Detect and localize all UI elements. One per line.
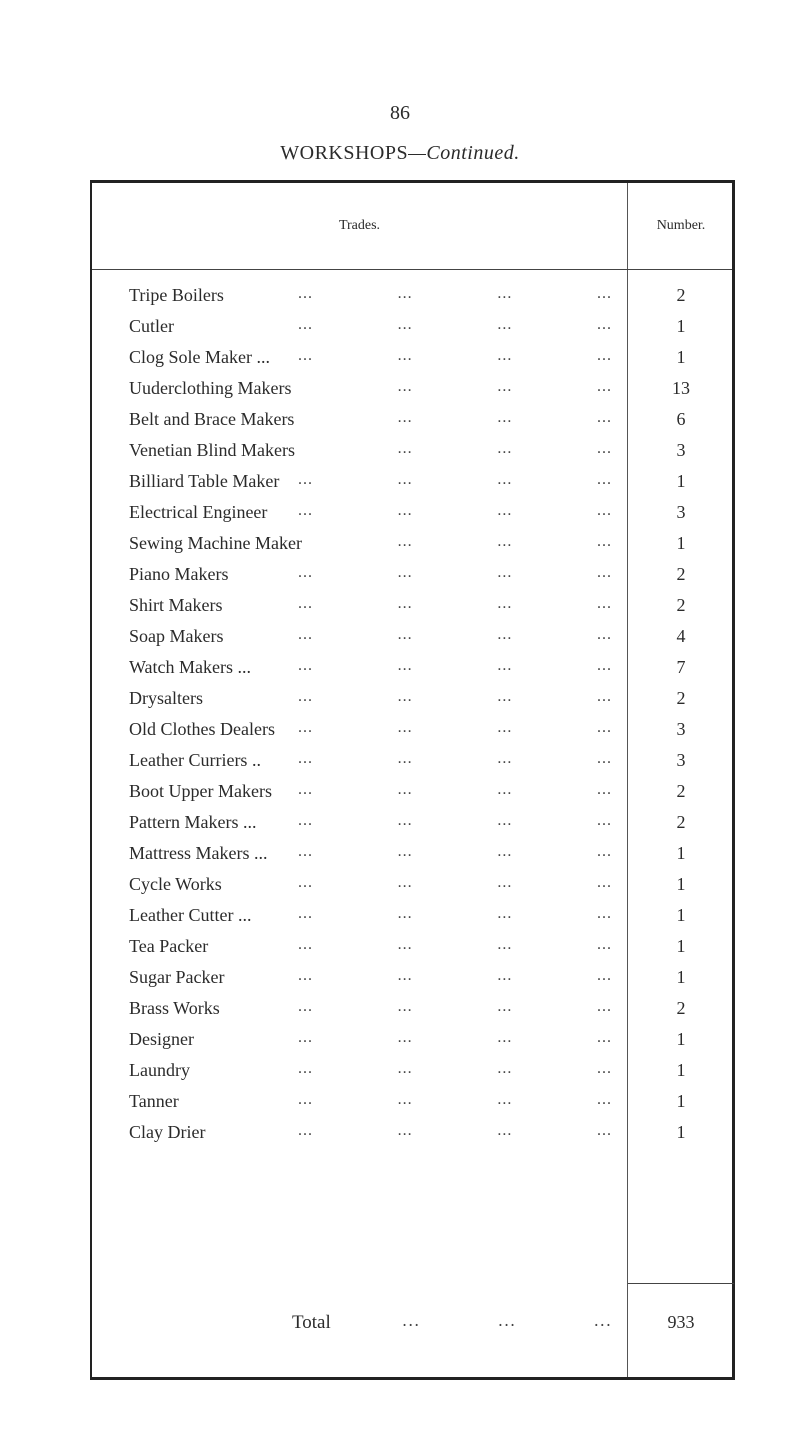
trade-number: 1	[676, 1122, 686, 1142]
leader-dots: ...	[397, 905, 413, 922]
leader-dots: ...	[497, 812, 513, 829]
trade-number: 2	[676, 781, 686, 801]
leader-dots: ...	[298, 347, 313, 364]
leader-dots: ...	[298, 502, 313, 519]
header-number: Number.	[656, 218, 706, 233]
leader-dots-group	[298, 714, 618, 745]
leader-dots: ...	[596, 1122, 612, 1139]
leader-dots: ...	[397, 843, 413, 860]
leader-dots-group	[298, 1117, 618, 1148]
trade-name: Billiard Table Maker	[129, 471, 280, 491]
trade-number: 1	[676, 843, 686, 863]
trade-number: 3	[676, 750, 686, 770]
table-row	[92, 1024, 732, 1055]
trade-name: Old Clothes Dealers	[129, 719, 275, 739]
leader-dots: ...	[596, 657, 612, 674]
leader-dots-group	[298, 745, 618, 776]
leader-dots-group	[298, 590, 618, 621]
table-body	[92, 280, 732, 1148]
table-row	[92, 838, 732, 869]
leader-dots: ...	[497, 564, 513, 581]
trade-number: 1	[676, 1060, 686, 1080]
trade-number: 1	[676, 967, 686, 987]
leader-dots: ...	[596, 347, 612, 364]
leader-dots: ...	[596, 1091, 612, 1108]
trade-name: Pattern Makers ...	[129, 812, 257, 832]
table-row	[92, 776, 732, 807]
leader-dots-group	[298, 1024, 618, 1055]
leader-dots: ...	[397, 440, 413, 457]
trade-number: 13	[672, 378, 690, 398]
leader-dots: ...	[298, 812, 313, 829]
trade-number: 2	[676, 998, 686, 1018]
leader-dots: ...	[397, 719, 413, 736]
trade-name: Leather Curriers ..	[129, 750, 261, 770]
trade-name: Electrical Engineer	[129, 502, 268, 522]
table-row	[92, 311, 732, 342]
table-row	[92, 559, 732, 590]
leader-dots: ...	[497, 595, 513, 612]
leader-dots: ...	[497, 1091, 513, 1108]
leader-dots: ...	[497, 998, 513, 1015]
trade-name: Sugar Packer	[129, 967, 225, 987]
leader-dots: ...	[497, 378, 513, 395]
leader-dots: ...	[298, 936, 313, 953]
leader-dots: ...	[596, 843, 612, 860]
leader-dots: ...	[298, 874, 313, 891]
total-leaders	[392, 1307, 618, 1338]
leader-dots: ...	[397, 564, 413, 581]
leader-dots: ...	[397, 533, 413, 550]
leader-dots: ...	[497, 967, 513, 984]
total-number: 933	[667, 1312, 695, 1332]
leader-dots: ...	[397, 595, 413, 612]
leader-dots: ...	[397, 347, 413, 364]
leader-dots: ...	[397, 967, 413, 984]
leader-dots: ...	[397, 874, 413, 891]
leader-dots: ...	[497, 502, 513, 519]
table-row	[92, 497, 732, 528]
leader-dots: ...	[596, 378, 612, 395]
leader-dots: ...	[298, 688, 313, 705]
trade-number: 3	[676, 440, 686, 460]
total-label: Total	[292, 1312, 331, 1333]
trade-name: Brass Works	[129, 998, 220, 1018]
leader-dots: ...	[397, 502, 413, 519]
trade-name: Drysalters	[129, 688, 203, 708]
header-trades: Trades.	[338, 218, 381, 233]
title-main: WORKSHOPS	[280, 142, 409, 164]
leader-dots-group	[298, 931, 618, 962]
leader-dots: ...	[497, 347, 513, 364]
trade-name: Uuderclothing Makers	[129, 378, 292, 398]
leader-dots: ...	[402, 1311, 421, 1330]
leader-dots-group	[298, 311, 618, 342]
leader-dots-group	[298, 621, 618, 652]
leader-dots: ...	[497, 936, 513, 953]
leader-dots-group	[298, 342, 618, 373]
leader-dots-group	[298, 1055, 618, 1086]
leader-dots: ...	[298, 626, 313, 643]
table-row	[92, 683, 732, 714]
leader-dots: ...	[397, 1060, 413, 1077]
leader-dots: ...	[497, 440, 513, 457]
title-continuation: —Continued.	[408, 142, 520, 164]
table-row	[92, 342, 732, 373]
leader-dots-group	[298, 993, 618, 1024]
table-row	[92, 1086, 732, 1117]
leader-dots: ...	[596, 1060, 612, 1077]
trade-name: Boot Upper Makers	[129, 781, 272, 801]
table-row	[92, 590, 732, 621]
leader-dots: ...	[596, 998, 612, 1015]
trade-number: 1	[676, 347, 686, 367]
leader-dots: ...	[497, 905, 513, 922]
leader-dots: ...	[497, 1029, 513, 1046]
trade-number: 1	[676, 874, 686, 894]
leader-dots: ...	[596, 688, 612, 705]
leader-dots-group	[298, 807, 618, 838]
leader-dots-group	[298, 962, 618, 993]
leader-dots: ...	[497, 316, 513, 333]
trade-number: 1	[676, 1091, 686, 1111]
leader-dots: ...	[397, 936, 413, 953]
leader-dots: ...	[596, 502, 612, 519]
leader-dots: ...	[497, 843, 513, 860]
trade-number: 1	[676, 1029, 686, 1049]
table-row	[92, 1055, 732, 1086]
trade-name: Belt and Brace Makers	[129, 409, 295, 429]
table-row	[92, 1117, 732, 1148]
leader-dots: ...	[596, 719, 612, 736]
trade-name: Piano Makers	[129, 564, 229, 584]
table-row	[92, 869, 732, 900]
table-row	[92, 373, 732, 404]
leader-dots: ...	[596, 905, 612, 922]
leader-dots: ...	[497, 874, 513, 891]
table-row	[92, 962, 732, 993]
leader-dots: ...	[596, 750, 612, 767]
leader-dots-group	[298, 528, 618, 559]
trade-number: 1	[676, 936, 686, 956]
leader-dots-group	[298, 652, 618, 683]
leader-dots: ...	[298, 998, 313, 1015]
leader-dots: ...	[497, 285, 513, 302]
leader-dots: ...	[497, 781, 513, 798]
page-title	[0, 142, 800, 165]
leader-dots: ...	[298, 1122, 313, 1139]
leader-dots: ...	[596, 874, 612, 891]
leader-dots: ...	[397, 1122, 413, 1139]
leader-dots: ...	[397, 471, 413, 488]
leader-dots: ...	[596, 316, 612, 333]
table-row	[92, 435, 732, 466]
trade-name: Mattress Makers ...	[129, 843, 268, 863]
leader-dots: ...	[298, 967, 313, 984]
leader-dots-group	[298, 435, 618, 466]
trade-number: 7	[676, 657, 686, 677]
leader-dots: ...	[596, 285, 612, 302]
leader-dots: ...	[497, 750, 513, 767]
leader-dots: ...	[596, 626, 612, 643]
leader-dots: ...	[497, 626, 513, 643]
trade-number: 2	[676, 285, 686, 305]
leader-dots: ...	[298, 1060, 313, 1077]
trade-number: 1	[676, 905, 686, 925]
table-row	[92, 280, 732, 311]
leader-dots: ...	[298, 719, 313, 736]
leader-dots: ...	[596, 440, 612, 457]
leader-dots-group	[298, 404, 618, 435]
leader-dots: ...	[298, 471, 313, 488]
leader-dots: ...	[298, 564, 313, 581]
trade-number: 2	[676, 564, 686, 584]
leader-dots: ...	[596, 936, 612, 953]
table-header	[92, 183, 732, 270]
leader-dots: ...	[596, 812, 612, 829]
leader-dots: ...	[397, 409, 413, 426]
leader-dots: ...	[298, 595, 313, 612]
leader-dots-group	[298, 776, 618, 807]
trade-name: Laundry	[129, 1060, 190, 1080]
leader-dots: ...	[596, 595, 612, 612]
trade-name: Tanner	[129, 1091, 179, 1111]
trade-name: Clog Sole Maker ...	[129, 347, 270, 367]
workshops-table	[90, 180, 735, 1380]
trade-name: Shirt Makers	[129, 595, 223, 615]
leader-dots: ...	[397, 998, 413, 1015]
table-row	[92, 652, 732, 683]
leader-dots: ...	[397, 1091, 413, 1108]
trade-name: Watch Makers ...	[129, 657, 252, 677]
trade-name: Designer	[129, 1029, 194, 1049]
leader-dots: ...	[397, 285, 413, 302]
leader-dots-group	[298, 559, 618, 590]
table-row	[92, 993, 732, 1024]
leader-dots: ...	[397, 1029, 413, 1046]
total-row	[92, 1307, 732, 1338]
trade-number: 2	[676, 688, 686, 708]
leader-dots: ...	[397, 688, 413, 705]
leader-dots: ...	[596, 781, 612, 798]
leader-dots: ...	[497, 471, 513, 488]
leader-dots: ...	[596, 564, 612, 581]
leader-dots-group	[298, 373, 618, 404]
trade-number: 3	[676, 719, 686, 739]
trade-name: Leather Cutter ...	[129, 905, 252, 925]
trade-number: 3	[676, 502, 686, 522]
trade-name: Cutler	[129, 316, 174, 336]
table-row	[92, 807, 732, 838]
leader-dots: ...	[596, 471, 612, 488]
leader-dots: ...	[596, 1029, 612, 1046]
table-row	[92, 714, 732, 745]
leader-dots: ...	[397, 316, 413, 333]
leader-dots: ...	[596, 409, 612, 426]
trade-name: Cycle Works	[129, 874, 222, 894]
trade-number: 1	[676, 316, 686, 336]
trade-number: 2	[676, 595, 686, 615]
table-row	[92, 466, 732, 497]
table-row	[92, 621, 732, 652]
leader-dots: ...	[397, 378, 413, 395]
leader-dots: ...	[497, 533, 513, 550]
leader-dots-group	[298, 497, 618, 528]
leader-dots-group	[298, 466, 618, 497]
leader-dots: ...	[298, 843, 313, 860]
total-rule	[628, 1283, 734, 1284]
table-row	[92, 900, 732, 931]
trade-name: Venetian Blind Makers	[129, 440, 295, 460]
leader-dots: ...	[397, 812, 413, 829]
leader-dots: ...	[298, 657, 313, 674]
leader-dots: ...	[298, 750, 313, 767]
table-row	[92, 528, 732, 559]
leader-dots: ...	[298, 781, 313, 798]
leader-dots: ...	[298, 905, 313, 922]
leader-dots: ...	[497, 719, 513, 736]
trade-name: Tripe Boilers	[129, 285, 224, 305]
trade-name: Tea Packer	[129, 936, 209, 956]
leader-dots: ...	[497, 1311, 517, 1330]
trade-number: 2	[676, 812, 686, 832]
trade-name: Sewing Machine Maker	[129, 533, 302, 553]
trade-name: Clay Drier	[129, 1122, 206, 1142]
leader-dots: ...	[497, 1122, 513, 1139]
leader-dots-group	[298, 869, 618, 900]
leader-dots: ...	[397, 626, 413, 643]
leader-dots: ...	[298, 316, 313, 333]
leader-dots-group	[298, 683, 618, 714]
trade-number: 1	[676, 533, 686, 553]
leader-dots: ...	[397, 657, 413, 674]
trade-number: 4	[676, 626, 686, 646]
leader-dots: ...	[497, 409, 513, 426]
leader-dots: ...	[298, 1029, 313, 1046]
leader-dots: ...	[298, 285, 313, 302]
leader-dots: ...	[397, 750, 413, 767]
leader-dots-group	[298, 280, 618, 311]
leader-dots: ...	[596, 533, 612, 550]
trade-name: Soap Makers	[129, 626, 224, 646]
leader-dots: ...	[596, 967, 612, 984]
leader-dots: ...	[497, 1060, 513, 1077]
table-row	[92, 745, 732, 776]
leader-dots-group	[298, 900, 618, 931]
leader-dots: ...	[497, 688, 513, 705]
leader-dots: ...	[298, 1091, 313, 1108]
leader-dots: ...	[397, 781, 413, 798]
leader-dots: ...	[497, 657, 513, 674]
leader-dots-group	[298, 838, 618, 869]
leader-dots-group	[298, 1086, 618, 1117]
trade-number: 6	[676, 409, 686, 429]
table-row	[92, 404, 732, 435]
leader-dots: ...	[593, 1311, 612, 1330]
page-number: 86	[390, 102, 410, 124]
table-row	[92, 931, 732, 962]
trade-number: 1	[676, 471, 686, 491]
